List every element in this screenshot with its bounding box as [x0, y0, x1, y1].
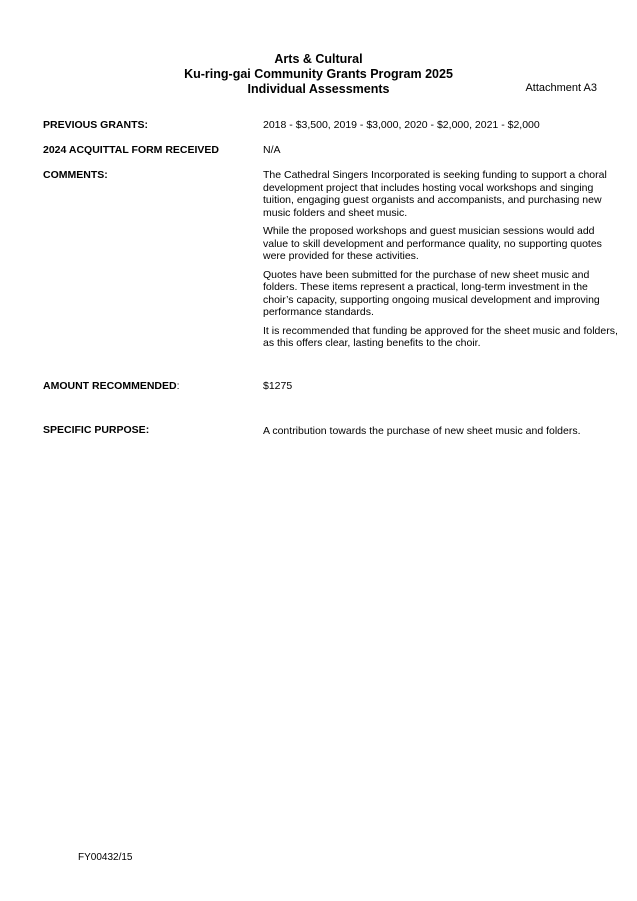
footer-reference: FY00432/15	[78, 852, 133, 863]
comments-label: COMMENTS:	[43, 169, 108, 181]
comment-paragraph: Quotes have been submitted for the purchase of new sheet music and folders. These items represent a practical, long-term investment in the choir’s capacity, supporting ongoing musical development and improving performance standards.	[263, 268, 600, 318]
header-title: Arts & Cultural	[274, 52, 363, 66]
previous-grants-value: 2018 - $3,500, 2019 - $3,000, 2020 - $2,000, 2021 - $2,000	[263, 119, 540, 131]
attachment-label: Attachment A3	[525, 82, 597, 94]
amount-recommended-label-text: AMOUNT RECOMMENDED	[43, 380, 177, 392]
comment-paragraph: It is recommended that funding be approved for the sheet music and folders, as this offers clear, lasting benefits to the choir.	[263, 324, 618, 349]
comment-paragraph: The Cathedral Singers Incorporated is seeking funding to support a choral development project that includes hosting vocal workshops and singing tuition, engaging guest organists and accompanists, and purchasing new music folders and sheet music.	[263, 169, 607, 219]
specific-purpose-value: A contribution towards the purchase of new sheet music and folders.	[263, 425, 581, 437]
specific-purpose-label: SPECIFIC PURPOSE:	[43, 424, 150, 436]
header-subtitle: Individual Assessments	[247, 82, 390, 96]
comments-body	[263, 169, 618, 356]
previous-grants-label: PREVIOUS GRANTS:	[43, 119, 149, 131]
amount-recommended-label-colon: :	[176, 380, 180, 392]
comment-paragraph: While the proposed workshops and guest musician sessions would add value to skill development and performance quality, no supporting quotes were provided for these activities.	[263, 225, 602, 262]
acquittal-label: 2024 ACQUITTAL FORM RECEIVED	[43, 144, 219, 156]
header-program: Ku-ring-gai Community Grants Program 2025	[184, 67, 453, 81]
amount-recommended-label	[43, 380, 180, 393]
acquittal-value: N/A	[263, 144, 281, 156]
amount-recommended-value: $1275	[263, 380, 293, 392]
